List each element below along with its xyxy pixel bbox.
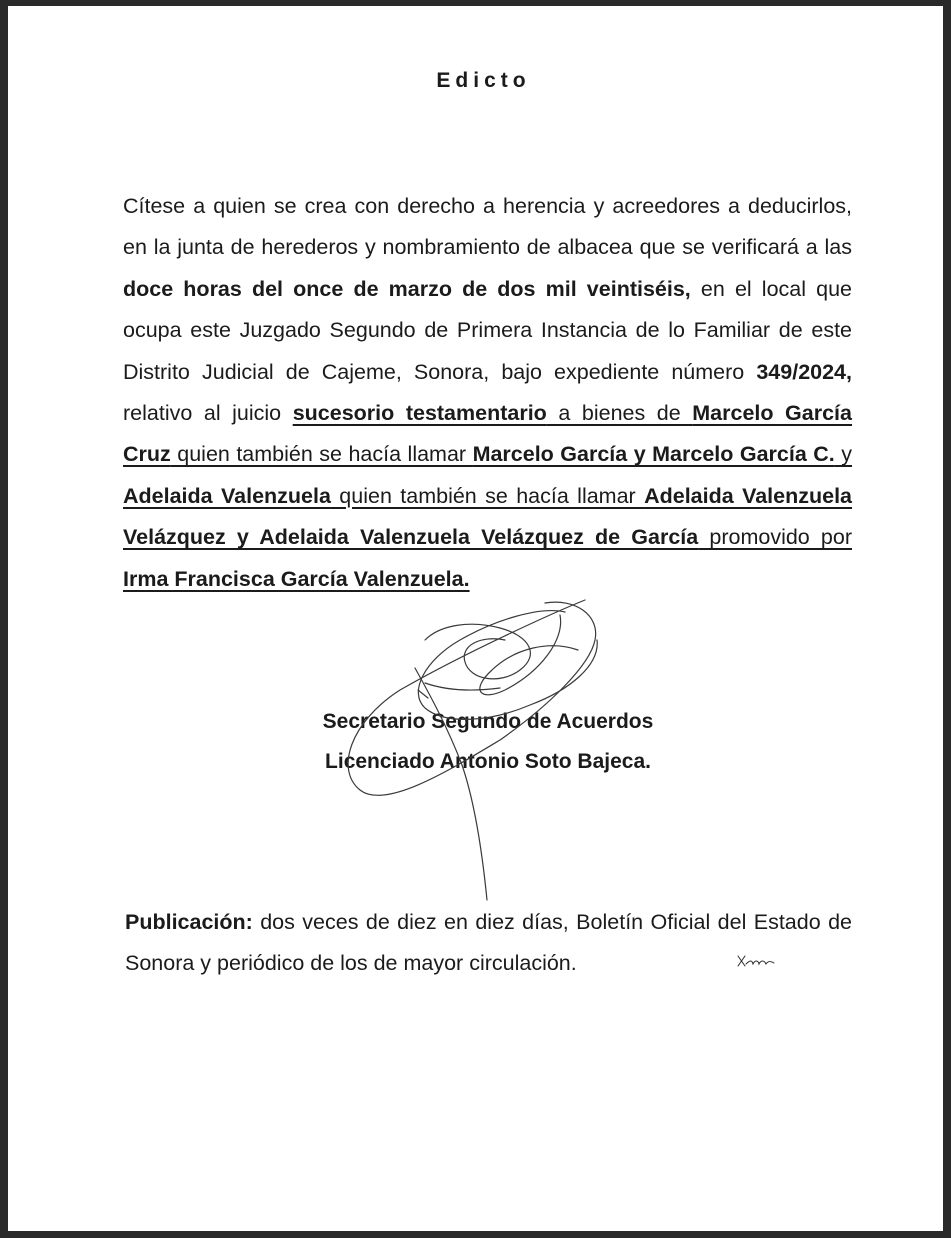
publication-label: Publicación:: [125, 910, 253, 934]
body-text-intro: Cítese a quien se crea con derecho a herencia y acreedores a deducirlos, en la junta de herederos y nombramiento de albacea que se verificará a las: [123, 194, 852, 260]
body-text-relative: relativo al juicio: [123, 401, 293, 426]
body-text-and: y: [834, 442, 852, 467]
deceased-alias-1: Marcelo García y Marcelo García C.: [472, 442, 835, 467]
deceased-alias-2: Adelaida Valenzuela Velázquez y Adelaida Valenzuela Velázquez de García: [123, 483, 853, 550]
document-title: Edicto: [436, 69, 531, 92]
body-text-promoted: promovido por: [698, 525, 852, 550]
trial-type: sucesorio testamentario: [292, 401, 547, 426]
body-text-court: en el local que ocupa este Juzgado Segundo de Primera Instancia de lo Familiar de este Distrito Judicial de Cajeme, Sonora, bajo expediente número: [123, 276, 853, 384]
deceased-name-1: Marcelo García Cruz: [123, 401, 852, 467]
body-text-alias-intro-1: quien también se hacía llamar: [170, 442, 473, 467]
hearing-date: doce horas del once de marzo de dos mil veintiséis,: [123, 276, 691, 301]
case-number: 349/2024,: [756, 359, 852, 384]
deceased-name-2: Adelaida Valenzuela: [123, 483, 331, 508]
initials-mark: [736, 950, 776, 970]
signatory-name: Licenciado Antonio Soto Bajeca.: [325, 750, 651, 773]
underlined-passage: [123, 401, 852, 591]
signature-block: [8, 702, 951, 782]
body-text-alias-intro-2: quien también se hacía llamar: [330, 483, 645, 508]
publication-note: [125, 902, 852, 984]
body-text-bienes: a bienes de: [546, 401, 693, 426]
publication-text: dos veces de diez en diez días, Boletín Oficial del Estado de Sonora y periódico de los de mayor circulación.: [125, 910, 852, 975]
edict-body: [123, 186, 852, 600]
signatory-role: Secretario Segundo de Acuerdos: [322, 710, 654, 733]
promoter-name: Irma Francisca García Valenzuela.: [123, 566, 470, 591]
